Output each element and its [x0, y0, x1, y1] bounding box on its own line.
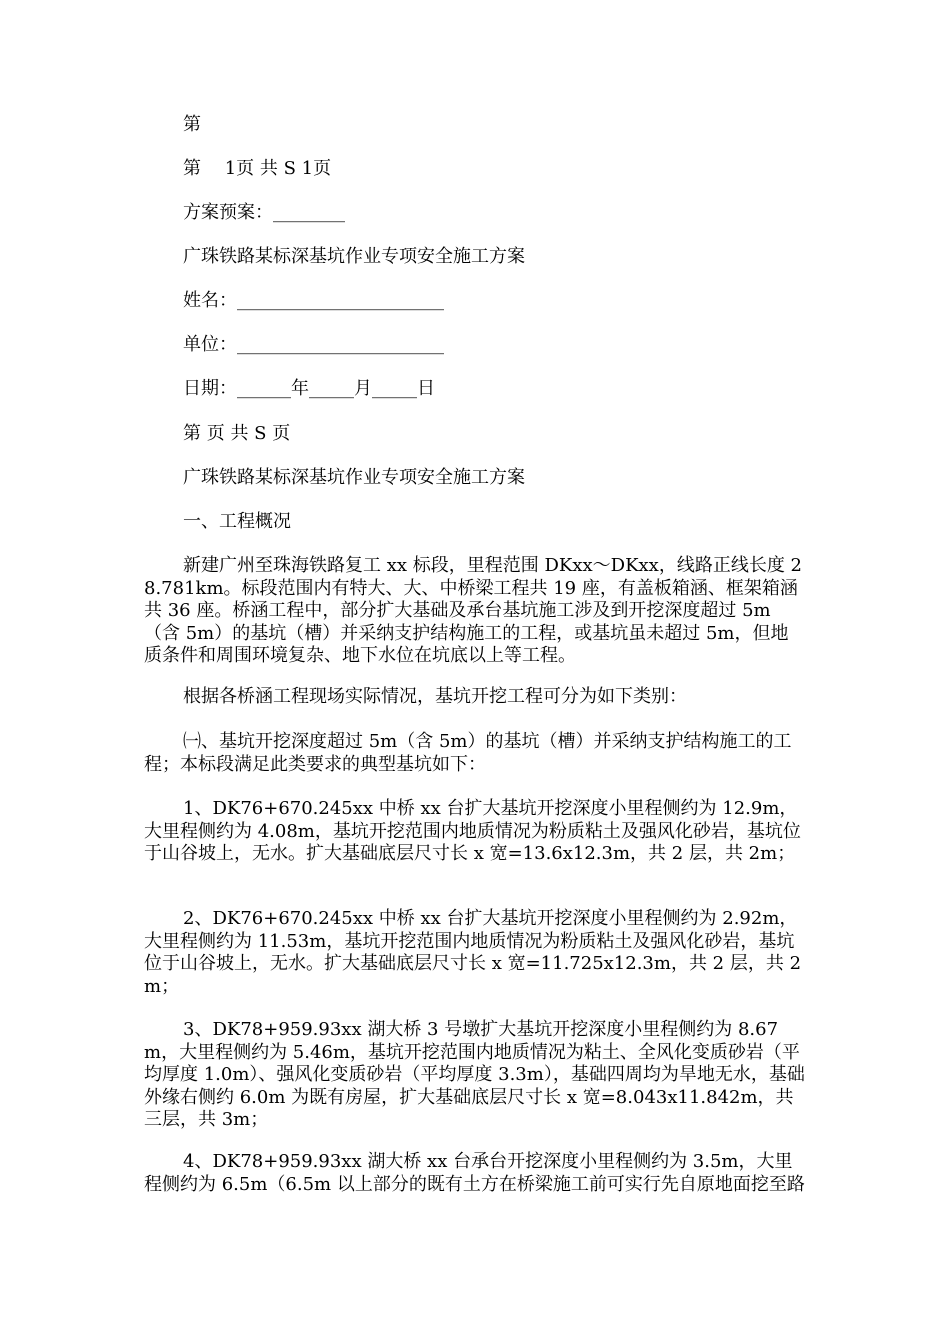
date-field: 日期：______年_____月_____日 [183, 378, 435, 399]
plan-label: 方案预案：________ [183, 202, 345, 223]
paragraph-overview: 新建广州至珠海铁路复工 xx 标段，里程范围 DKxx～DKxx，线路正线长度 28.781km。标段范围内有特大、大、中桥梁工程共 19 座，有盖板箱涵、框架箱涵共 36 座。桥涵工程中，部分扩大基础及承台基坑施工涉及到开挖深度超过 5m（含 5m）的基坑（槽）并采纳支护结构施工的工程，或基坑虽未超过 5m，但地质条件和周围环境复杂、地下水位在坑底以上等工程。 [144, 555, 803, 667]
paragraph-item-1: 1、DK76+670.245xx 中桥 xx 台扩大基坑开挖深度小里程侧约为 12.9m，大里程侧约为 4.08m，基坑开挖范围内地质情况为粉质粘土及强风化砂岩，基坑位于山谷坡上，无水。扩大基础底层尺寸长 x 宽=13.6x12.3m，共 2 层，共 2m； [144, 798, 801, 865]
page-counter: 第 1页 共 S 1页 [183, 158, 332, 179]
unit-field: 单位：_______________________ [183, 334, 444, 355]
name-field: 姓名：_______________________ [183, 290, 444, 311]
paragraph-item-2: 2、DK76+670.245xx 中桥 xx 台扩大基坑开挖深度小里程侧约为 2.92m，大里程侧约为 11.53m，基坑开挖范围内地质情况为粉质粘土及强风化砂岩，基坑位于山谷坡上，无水。扩大基础底层尺寸长 x 宽=11.725x12.3m，共 2 层，共 2m； [144, 908, 802, 997]
paragraph-category-1: ㈠、基坑开挖深度超过 5m（含 5m）的基坑（槽）并采纳支护结构施工的工程；本标段满足此类要求的典型基坑如下： [144, 731, 792, 775]
page-marker: 第 [183, 114, 201, 135]
paragraph-item-3: 3、DK78+959.93xx 湖大桥 3 号墩扩大基坑开挖深度小里程侧约为 8.67m，大里程侧约为 5.46m，基坑开挖范围内地质情况为粘土、全风化变质砂岩（平均厚度 1.0m）、强风化变质砂岩（平均厚度 3.3m），基础四周均为旱地无水，基础外缘右侧约 6.0m 为既有房屋，扩大基础底层尺寸长 x 宽=8.043x11.842m，共三层，共 3m； [144, 1019, 805, 1131]
section-heading: 一、工程概况 [183, 511, 291, 532]
cover-title: 广珠铁路某标深基坑作业专项安全施工方案 [183, 246, 525, 267]
paragraph-item-4: 4、DK78+959.93xx 湖大桥 xx 台承台开挖深度小里程侧约为 3.5m，大里程侧约为 6.5m（6.5m 以上部分的既有土方在桥梁施工前可实行先自原地面挖至路 [144, 1151, 805, 1195]
paragraph-categories: 根据各桥涵工程现场实际情况，基坑开挖工程可分为如下类别： [183, 686, 687, 707]
page-counter-secondary: 第 页 共 S 页 [183, 423, 291, 444]
document-title: 广珠铁路某标深基坑作业专项安全施工方案 [183, 467, 525, 488]
